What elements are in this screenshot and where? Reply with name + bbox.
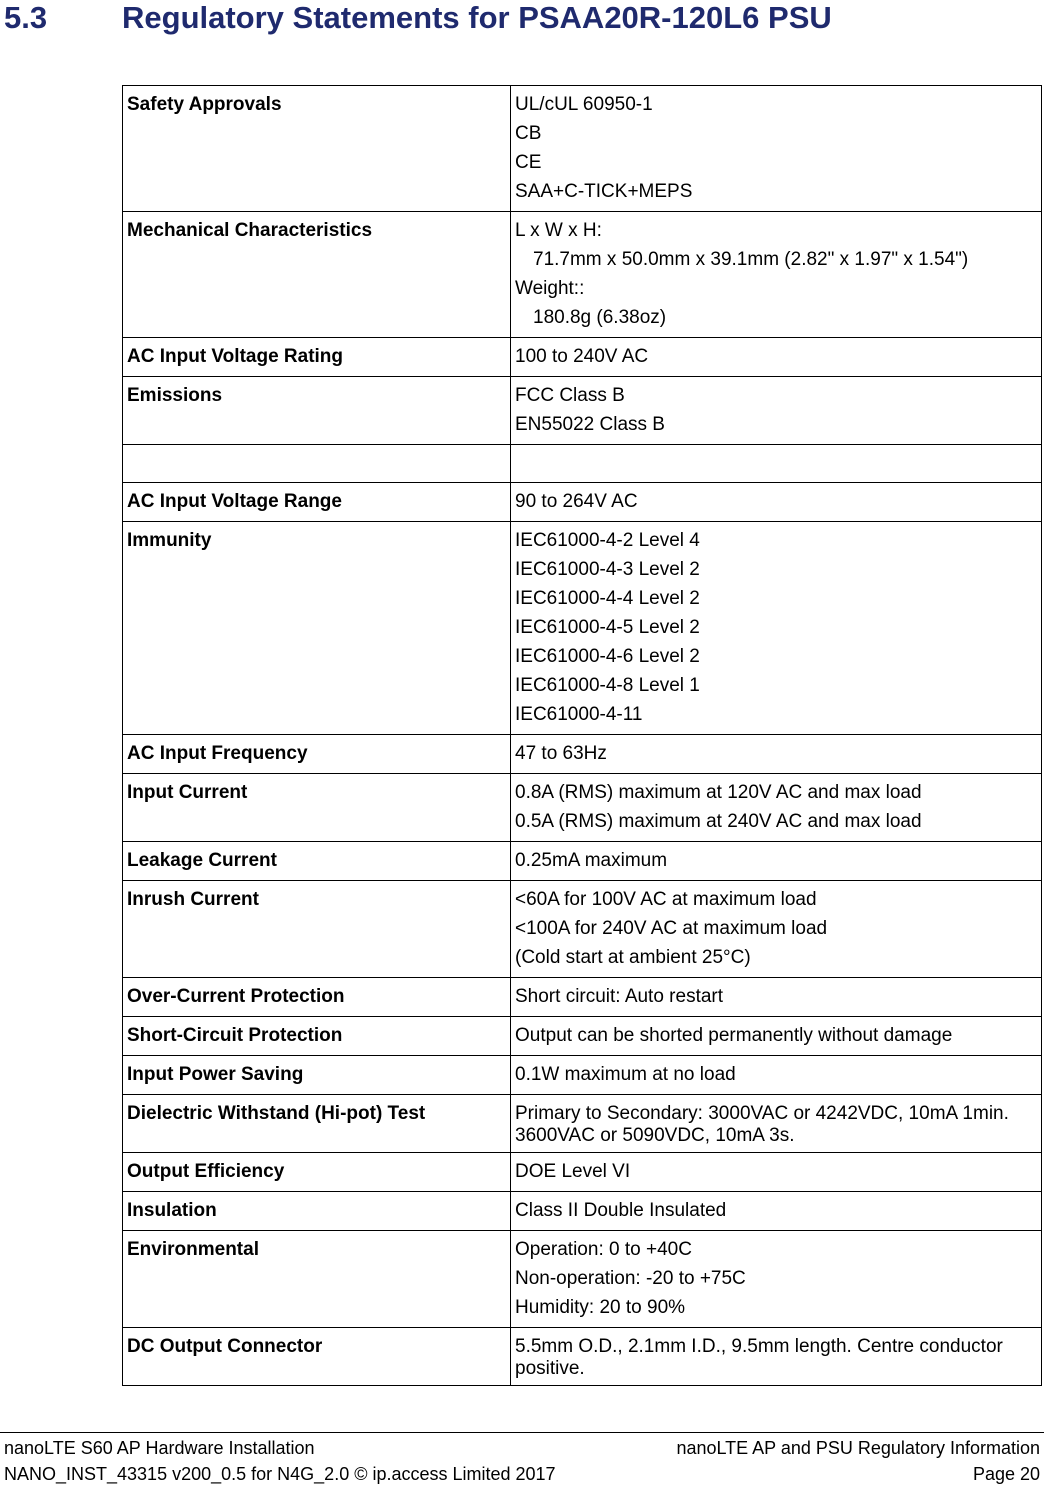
spec-row (123, 86, 1042, 212)
footer-doc-id: NANO_INST_43315 v200_0.5 for N4G_2.0 © ip.access Limited 2017 (4, 1464, 556, 1484)
spec-value-line: Humidity: 20 to 90% (515, 1297, 686, 1318)
spec-table-body (123, 86, 1042, 1386)
spec-label: Over-Current Protection (123, 978, 511, 1017)
spec-value (511, 1153, 1042, 1192)
spec-value (511, 1328, 1042, 1386)
spec-value-line: <100A for 240V AC at maximum load (515, 918, 828, 939)
regulatory-spec-table (122, 85, 1042, 1386)
spec-value-line: 71.7mm x 50.0mm x 39.1mm (2.82" x 1.97" x 1.54") (533, 249, 969, 270)
spec-label: Short-Circuit Protection (123, 1017, 511, 1056)
spec-row (123, 881, 1042, 978)
spec-value (511, 774, 1042, 842)
spec-value-line: 0.8A (RMS) maximum at 120V AC and max load (515, 782, 922, 803)
spec-value-line: IEC61000-4-6 Level 2 (515, 646, 700, 667)
spec-label: Input Power Saving (123, 1056, 511, 1095)
spec-label: Output Efficiency (123, 1153, 511, 1192)
spec-value (511, 735, 1042, 774)
spec-value-line: 0.1W maximum at no load (515, 1064, 736, 1085)
spec-value-line: 47 to 63Hz (515, 743, 607, 764)
spec-value (511, 212, 1042, 338)
spec-value-line: Weight:: (515, 278, 585, 299)
spec-label: Input Current (123, 774, 511, 842)
spec-row (123, 1328, 1042, 1386)
spec-row (123, 1153, 1042, 1192)
spec-row (123, 338, 1042, 377)
spec-value (511, 881, 1042, 978)
spec-value (511, 377, 1042, 445)
spec-value (511, 522, 1042, 735)
section-heading (4, 0, 832, 36)
spec-value (511, 1231, 1042, 1328)
spec-row (123, 842, 1042, 881)
spec-row (123, 1095, 1042, 1153)
spec-row (123, 377, 1042, 445)
spec-value-line: L x W x H: (515, 220, 602, 241)
spec-label: DC Output Connector (123, 1328, 511, 1386)
spec-row (123, 774, 1042, 842)
spec-row (123, 212, 1042, 338)
spec-value-line: 0.25mA maximum (515, 850, 668, 871)
section-number: 5.3 (4, 0, 48, 35)
spec-value-line: FCC Class B (515, 385, 625, 406)
spec-value-line: EN55022 Class B (515, 414, 665, 435)
spec-value-line: IEC61000-4-2 Level 4 (515, 530, 700, 551)
spec-value (511, 445, 1042, 483)
spec-value-line: 0.5A (RMS) maximum at 240V AC and max load (515, 811, 922, 832)
spec-value-line: 100 to 240V AC (515, 346, 649, 367)
spec-label: Dielectric Withstand (Hi-pot) Test (123, 1095, 511, 1153)
spec-value (511, 978, 1042, 1017)
spec-value-line: IEC61000-4-3 Level 2 (515, 559, 700, 580)
spec-value-line: <60A for 100V AC at maximum load (515, 889, 817, 910)
spec-row (123, 483, 1042, 522)
spec-label: AC Input Voltage Range (123, 483, 511, 522)
spec-value-text: Primary to Secondary: 3000VAC or 4242VDC, 10mA 1min. 3600VAC or 5090VDC, 10mA 3s. (515, 1103, 1009, 1146)
spec-label (123, 445, 511, 483)
spec-label: Emissions (123, 377, 511, 445)
spec-row (123, 1056, 1042, 1095)
spec-value-line: DOE Level VI (515, 1161, 631, 1182)
spec-value (511, 1192, 1042, 1231)
spec-value-text: 5.5mm O.D., 2.1mm I.D., 9.5mm length. Centre conductor positive. (515, 1336, 1003, 1379)
spec-row (123, 522, 1042, 735)
spec-label: Safety Approvals (123, 86, 511, 212)
spec-value-line: (Cold start at ambient 25°C) (515, 947, 751, 968)
spec-value-line: CB (515, 123, 542, 144)
section-title: Regulatory Statements for PSAA20R-120L6 PSU (122, 0, 832, 35)
spec-label: AC Input Frequency (123, 735, 511, 774)
spec-value-line: Short circuit: Auto restart (515, 986, 724, 1007)
spec-value-line: IEC61000-4-8 Level 1 (515, 675, 700, 696)
spec-value-line: IEC61000-4-11 (515, 704, 643, 725)
spec-label: AC Input Voltage Rating (123, 338, 511, 377)
spec-row (123, 978, 1042, 1017)
spec-row (123, 1231, 1042, 1328)
footer-page-number: Page 20 (972, 1464, 1040, 1484)
spec-row (123, 445, 1042, 483)
spec-value-line: IEC61000-4-4 Level 2 (515, 588, 700, 609)
spec-value (511, 1017, 1042, 1056)
spec-label: Leakage Current (123, 842, 511, 881)
footer-chapter-title: nanoLTE AP and PSU Regulatory Information (676, 1438, 1040, 1458)
spec-value (511, 338, 1042, 377)
spec-value-line: Operation: 0 to +40C (515, 1239, 692, 1260)
spec-row (123, 1017, 1042, 1056)
spec-label: Mechanical Characteristics (123, 212, 511, 338)
spec-row (123, 1192, 1042, 1231)
spec-value-line: CE (515, 152, 542, 173)
spec-value-line: Output can be shorted permanently without damage (515, 1025, 953, 1046)
spec-value-line: Class II Double Insulated (515, 1200, 727, 1221)
spec-value (511, 1095, 1042, 1153)
spec-label: Insulation (123, 1192, 511, 1231)
spec-row (123, 735, 1042, 774)
spec-value-line: SAA+C-TICK+MEPS (515, 181, 693, 202)
spec-value (511, 1056, 1042, 1095)
spec-value-line: 180.8g (6.38oz) (533, 307, 667, 328)
spec-label: Environmental (123, 1231, 511, 1328)
spec-value-line: IEC61000-4-5 Level 2 (515, 617, 700, 638)
spec-label: Immunity (123, 522, 511, 735)
spec-label: Inrush Current (123, 881, 511, 978)
spec-value-line: 90 to 264V AC (515, 491, 638, 512)
spec-value (511, 483, 1042, 522)
page-footer (0, 1432, 1044, 1485)
spec-value (511, 842, 1042, 881)
spec-value (511, 86, 1042, 212)
footer-doc-title: nanoLTE S60 AP Hardware Installation (4, 1438, 315, 1458)
spec-value-line: UL/cUL 60950-1 (515, 94, 653, 115)
spec-value-line: Non-operation: -20 to +75C (515, 1268, 746, 1289)
